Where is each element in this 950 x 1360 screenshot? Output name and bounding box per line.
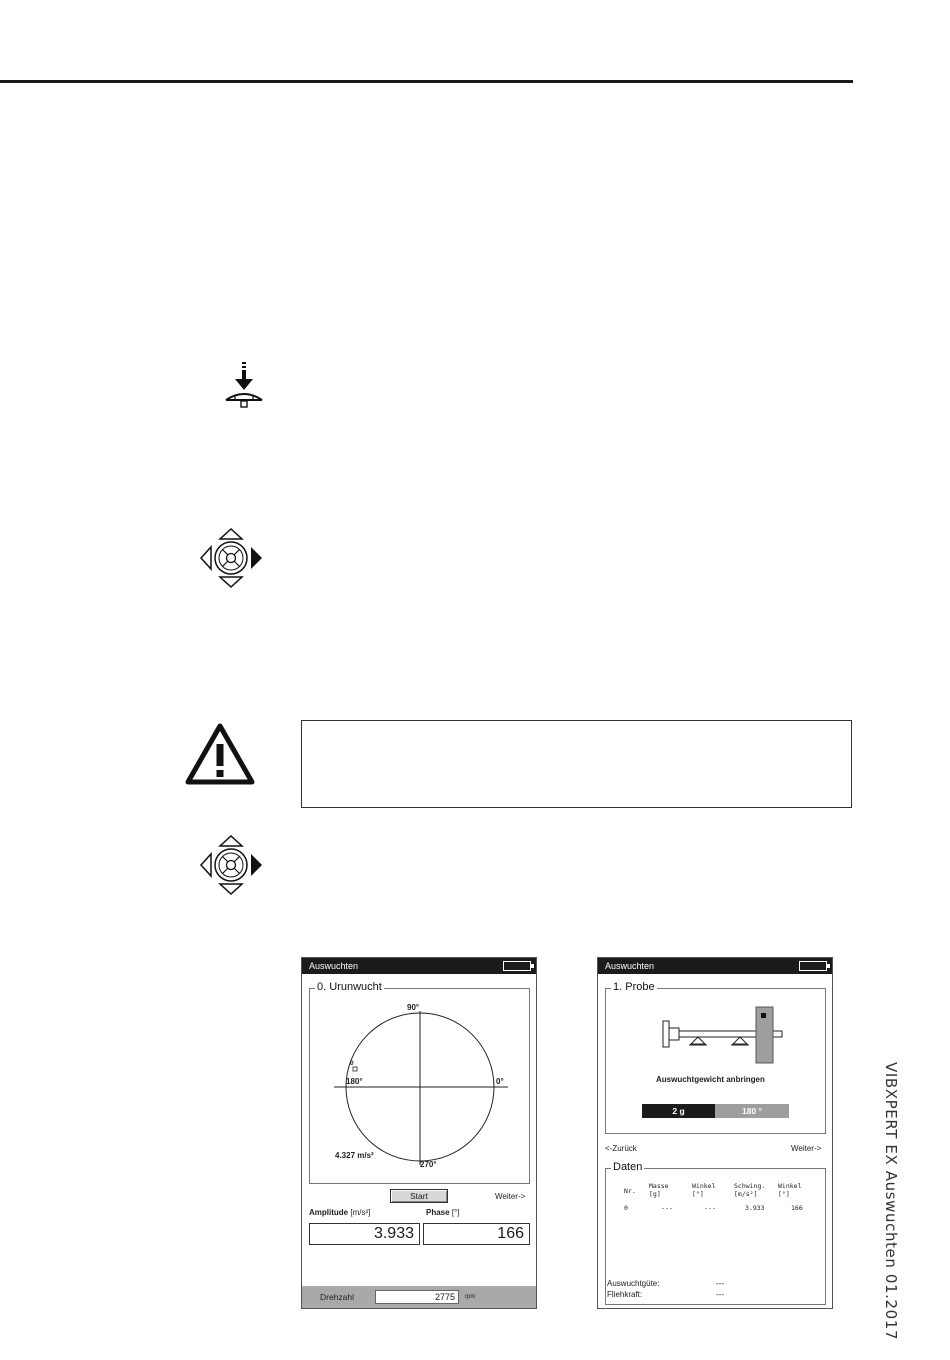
polar-marker	[353, 1067, 357, 1071]
unbalance-group	[309, 981, 530, 1184]
table-cell: ---	[661, 1204, 673, 1212]
label-180: 180°	[346, 1077, 363, 1086]
weight-mass: 2 g	[642, 1104, 715, 1118]
side-footer-text: VIBXPERT EX Auswuchten 01.2017	[882, 1062, 900, 1341]
speed-label: Drehzahl	[320, 1292, 355, 1302]
group-title: Daten	[613, 1161, 643, 1173]
arrow-down-key-icon	[220, 360, 268, 412]
device-screen-initial-unbalance	[301, 957, 537, 1309]
table-cell: 0	[624, 1204, 628, 1212]
amplitude-value: 3.933	[309, 1223, 420, 1245]
label-0: 0°	[496, 1077, 504, 1086]
start-button[interactable]: Start	[390, 1189, 448, 1203]
marker-label: 0	[350, 1060, 354, 1067]
amplitude-unit: [m/s²]	[350, 1208, 371, 1217]
speed-value: 2775	[375, 1290, 459, 1304]
group-title: 0. Urunwucht	[317, 981, 382, 993]
col-header-phase: Winkel [°]	[778, 1182, 802, 1198]
speed-unit: rpm	[465, 1294, 476, 1300]
screen-titlebar	[302, 958, 536, 974]
navigation-pad-icon	[196, 832, 266, 898]
battery-icon	[503, 961, 531, 971]
instruction-text: Auswuchtgewicht anbringen	[656, 1075, 765, 1084]
data-group	[605, 1161, 826, 1305]
screen-title: Auswuchten	[605, 961, 655, 971]
screen-titlebar	[598, 958, 832, 974]
col-header-angle: Winkel [°]	[692, 1182, 716, 1198]
phase-label: Phase	[426, 1208, 450, 1217]
phase-unit: [°]	[451, 1208, 460, 1217]
amplitude-label: Amplitude	[309, 1208, 349, 1217]
flyforce-label: Fliehkraft:	[607, 1290, 643, 1299]
quality-label: Auswuchtgüte:	[607, 1279, 660, 1288]
next-button[interactable]: Weiter->	[791, 1144, 822, 1153]
warning-note-box	[301, 720, 852, 808]
quality-value: ---	[716, 1279, 724, 1288]
weight-angle: 180 °	[715, 1104, 789, 1118]
next-button[interactable]: Weiter->	[495, 1192, 526, 1201]
top-rule	[0, 80, 853, 83]
battery-icon	[799, 961, 827, 971]
table-cell: 3.933	[745, 1204, 765, 1212]
phase-value: 166	[423, 1223, 530, 1245]
status-bar	[302, 1286, 536, 1308]
navigation-pad-icon	[196, 525, 266, 591]
table-cell: 166	[791, 1204, 803, 1212]
col-header-mass: Masse [g]	[649, 1182, 669, 1198]
label-270: 270°	[420, 1160, 437, 1169]
flyforce-value: ---	[716, 1290, 724, 1299]
table-cell: ---	[704, 1204, 716, 1212]
warning-triangle-icon	[184, 722, 256, 786]
label-90: 90°	[407, 1003, 420, 1012]
screen-title: Auswuchten	[309, 961, 359, 971]
col-header-nr: Nr.	[624, 1187, 636, 1195]
col-header-vibration: Schwing. [m/s²]	[734, 1182, 766, 1198]
device-screen-trial-run	[597, 957, 833, 1309]
magnitude-label: 4.327 m/s²	[335, 1151, 374, 1160]
back-button[interactable]: <-Zurück	[605, 1144, 637, 1153]
group-title: 1. Probe	[613, 981, 655, 993]
